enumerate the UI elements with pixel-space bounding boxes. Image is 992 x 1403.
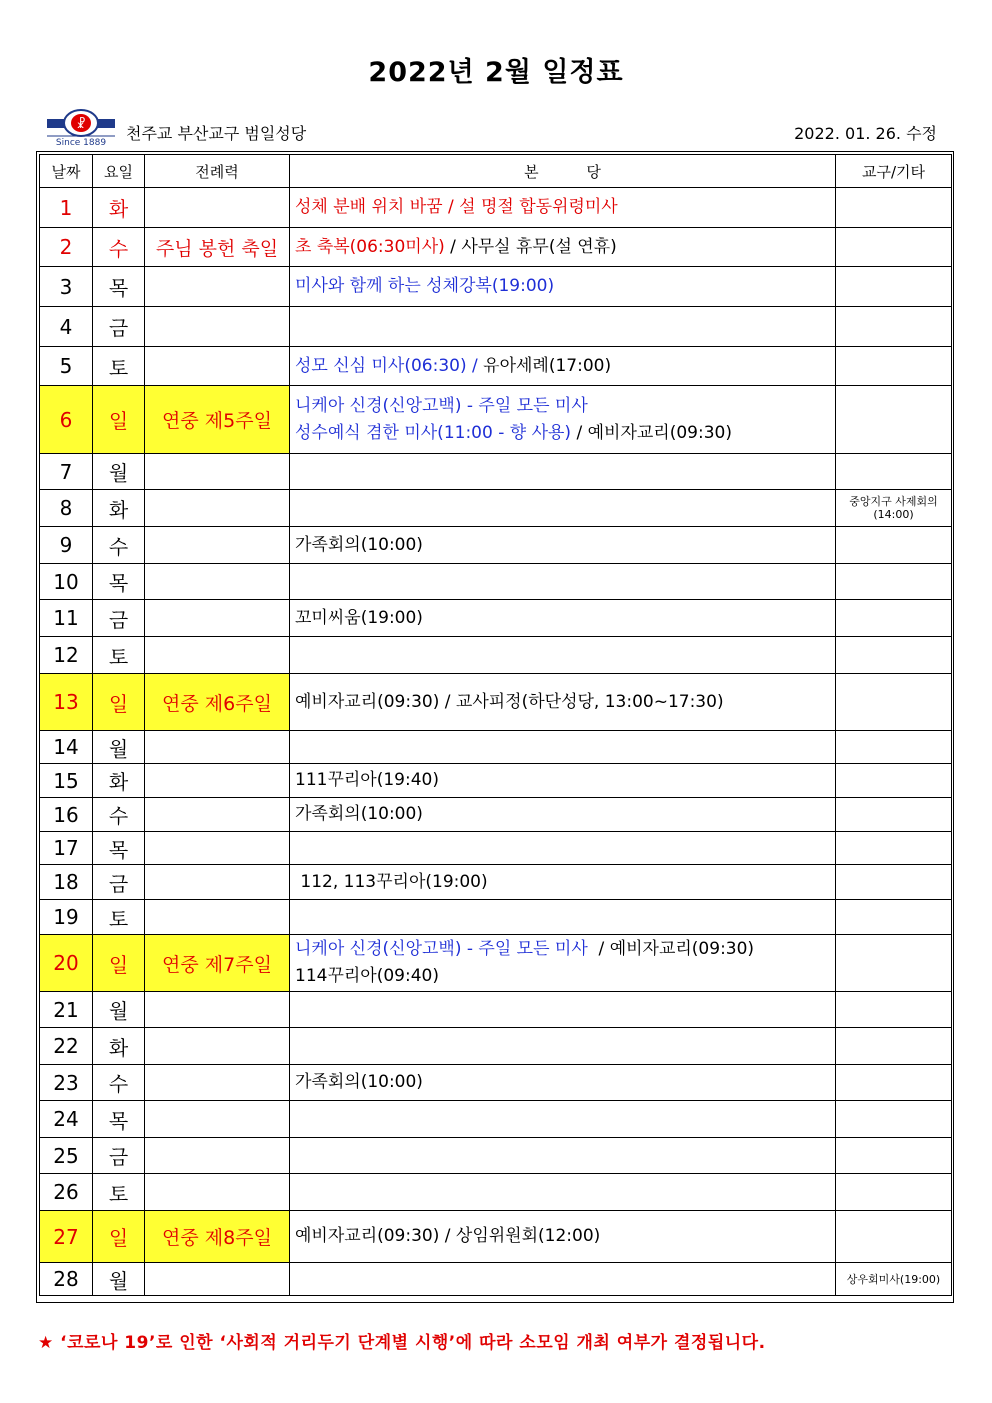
weekday-cell: 금 (93, 865, 145, 900)
diocese-cell (836, 267, 952, 307)
liturgy-cell (145, 490, 290, 527)
weekday-cell: 월 (93, 454, 145, 490)
weekday-cell: 월 (93, 731, 145, 764)
date-cell: 5 (40, 347, 93, 386)
table-row (40, 832, 952, 865)
liturgy-cell (145, 637, 290, 674)
logo-caption: Since 1889 (55, 138, 107, 146)
diocese-cell (836, 307, 952, 347)
table-row (40, 564, 952, 600)
weekday-cell: 수 (93, 798, 145, 832)
parish-event-cell (290, 1174, 836, 1211)
parish-event-cell (290, 865, 836, 900)
parish-event-cell (290, 900, 836, 935)
diocese-cell: 중앙지구 사제회의 (14:00) (836, 490, 952, 527)
weekday-cell: 일 (93, 674, 145, 731)
date-cell: 13 (40, 674, 93, 731)
date-cell: 24 (40, 1101, 93, 1138)
parish-event-cell (290, 1101, 836, 1138)
parish-event-cell (290, 1065, 836, 1101)
liturgy-cell (145, 764, 290, 798)
diocese-cell (836, 564, 952, 600)
weekday-cell: 금 (93, 307, 145, 347)
diocese-cell (836, 188, 952, 228)
diocese-cell (836, 1211, 952, 1263)
parish-event-cell (290, 674, 836, 731)
date-cell: 2 (40, 228, 93, 267)
event-text: 꼬미씨움(19:00) (295, 607, 423, 628)
event-text: 114꾸리아(09:40) (295, 966, 439, 986)
table-row (40, 935, 952, 992)
weekday-cell: 화 (93, 764, 145, 798)
diocese-cell (836, 600, 952, 637)
col-header-parish: 본 당 (290, 155, 836, 188)
event-line (295, 194, 835, 221)
diocese-cell (836, 1101, 952, 1138)
event-line (295, 1069, 835, 1096)
parish-event-cell (290, 1211, 836, 1263)
liturgy-cell (145, 600, 290, 637)
event-text: 성체 분배 위치 바꿈 / 설 명절 합동위령미사 (295, 197, 618, 217)
liturgy-cell: 연중 제6주일 (145, 674, 290, 731)
diocese-cell (836, 832, 952, 865)
weekday-cell: 화 (93, 490, 145, 527)
table-row (40, 865, 952, 900)
parish-event-cell (290, 386, 836, 454)
table-row (40, 188, 952, 228)
event-text: 유아세례(17:00) (483, 355, 612, 376)
parish-event-cell (290, 637, 836, 674)
event-line (295, 234, 835, 261)
weekday-cell: 토 (93, 637, 145, 674)
date-cell: 28 (40, 1263, 93, 1296)
parish-event-cell (290, 935, 836, 992)
event-line (295, 532, 835, 559)
liturgy-cell: 연중 제5주일 (145, 386, 290, 454)
diocese-cell (836, 900, 952, 935)
table-row (40, 1174, 952, 1211)
event-text: 112, 113꾸리아(19:00) (295, 871, 488, 892)
date-cell: 19 (40, 900, 93, 935)
weekday-cell: 목 (93, 564, 145, 600)
event-line (295, 420, 835, 447)
parish-event-cell (290, 188, 836, 228)
table-row (40, 307, 952, 347)
parish-name: 천주교 부산교구 범일성당 (126, 124, 307, 143)
date-cell: 3 (40, 267, 93, 307)
diocese-cell (836, 731, 952, 764)
diocese-cell (836, 637, 952, 674)
liturgy-cell (145, 347, 290, 386)
event-text: 성모 신심 미사(06:30) / (295, 355, 484, 376)
svg-text:☧: ☧ (76, 117, 86, 131)
table-row (40, 600, 952, 637)
diocese-cell (836, 386, 952, 454)
event-text: 111꾸리아(19:40) (295, 770, 439, 790)
schedule-table (39, 154, 952, 1296)
diocese-cell: 상우회미사(19:00) (836, 1263, 952, 1296)
diocese-cell (836, 1138, 952, 1174)
parish-event-cell (290, 1263, 836, 1296)
weekday-cell: 수 (93, 1065, 145, 1101)
diocese-cell (836, 865, 952, 900)
table-row (40, 674, 952, 731)
weekday-cell: 금 (93, 1138, 145, 1174)
diocese-cell (836, 764, 952, 798)
liturgy-cell (145, 1028, 290, 1065)
date-cell: 7 (40, 454, 93, 490)
parish-event-cell (290, 731, 836, 764)
event-line (295, 353, 835, 380)
liturgy-cell (145, 900, 290, 935)
liturgy-cell (145, 1065, 290, 1101)
table-row (40, 454, 952, 490)
weekday-cell: 월 (93, 992, 145, 1028)
col-header-liturgy: 전례력 (145, 155, 290, 188)
table-row (40, 637, 952, 674)
date-cell: 10 (40, 564, 93, 600)
weekday-cell: 화 (93, 188, 145, 228)
parish-event-cell (290, 564, 836, 600)
liturgy-cell (145, 992, 290, 1028)
col-header-diocese: 교구/기타 (836, 155, 952, 188)
parish-event-cell (290, 764, 836, 798)
parish-event-cell (290, 600, 836, 637)
weekday-cell: 금 (93, 600, 145, 637)
weekday-cell: 일 (93, 1211, 145, 1263)
event-line (295, 1223, 835, 1250)
weekday-cell: 수 (93, 228, 145, 267)
page-title: 2022년 2월 일정표 (368, 57, 624, 88)
date-cell: 27 (40, 1211, 93, 1263)
event-text: 미사와 함께 하는 성체강복(19:00) (295, 276, 555, 296)
diocese-cell (836, 454, 952, 490)
liturgy-cell (145, 1263, 290, 1296)
parish-event-cell (290, 992, 836, 1028)
date-cell: 21 (40, 992, 93, 1028)
event-line (295, 936, 835, 963)
date-cell: 16 (40, 798, 93, 832)
diocese-cell (836, 527, 952, 564)
liturgy-cell (145, 188, 290, 228)
liturgy-cell (145, 832, 290, 865)
event-line (295, 273, 835, 300)
diocese-cell (836, 1174, 952, 1211)
liturgy-cell: 주님 봉헌 축일 (145, 228, 290, 267)
weekday-cell: 토 (93, 900, 145, 935)
table-row (40, 386, 952, 454)
liturgy-cell (145, 527, 290, 564)
parish-logo (45, 108, 117, 146)
date-cell: 14 (40, 731, 93, 764)
col-header-weekday: 요일 (93, 155, 145, 188)
date-cell: 11 (40, 600, 93, 637)
date-cell: 9 (40, 527, 93, 564)
header-row (40, 155, 952, 188)
event-line (295, 393, 835, 420)
liturgy-cell (145, 307, 290, 347)
date-cell: 4 (40, 307, 93, 347)
diocese-cell (836, 347, 952, 386)
table-row (40, 731, 952, 764)
table-row (40, 1138, 952, 1174)
liturgy-cell (145, 1101, 290, 1138)
weekday-cell: 목 (93, 1101, 145, 1138)
table-row (40, 490, 952, 527)
date-cell: 8 (40, 490, 93, 527)
event-text: 초 축복(06:30미사) (295, 236, 445, 257)
event-line (295, 689, 835, 716)
liturgy-cell (145, 267, 290, 307)
liturgy-cell: 연중 제7주일 (145, 935, 290, 992)
event-text: 성수예식 겸한 미사(11:00 - 향 사용) (295, 422, 572, 443)
weekday-cell: 목 (93, 267, 145, 307)
weekday-cell: 월 (93, 1263, 145, 1296)
date-cell: 22 (40, 1028, 93, 1065)
diocese-cell (836, 798, 952, 832)
liturgy-cell (145, 454, 290, 490)
diocese-cell (836, 674, 952, 731)
parish-event-cell (290, 228, 836, 267)
date-cell: 17 (40, 832, 93, 865)
diocese-cell (836, 992, 952, 1028)
parish-event-cell (290, 267, 836, 307)
event-line (295, 767, 835, 794)
col-header-date: 날짜 (40, 155, 93, 188)
revision-date: 2022. 01. 26. 수정 (794, 124, 937, 143)
table-row (40, 900, 952, 935)
parish-event-cell (290, 527, 836, 564)
table-row (40, 992, 952, 1028)
event-line (295, 963, 835, 990)
event-line (295, 869, 835, 896)
parish-event-cell (290, 832, 836, 865)
event-text: 예비자교리(09:30) / 교사피정(하단성당, 13:00~17:30) (295, 691, 724, 712)
date-cell: 26 (40, 1174, 93, 1211)
liturgy-cell (145, 1174, 290, 1211)
date-cell: 25 (40, 1138, 93, 1174)
table-row (40, 764, 952, 798)
table-row (40, 1101, 952, 1138)
parish-event-cell (290, 798, 836, 832)
event-text: / 사무실 휴무(설 연휴) (444, 236, 617, 257)
notice-footer: ★ ‘코로나 19’로 인한 ‘사회적 거리두기 단계별 시행’에 따라 소모임 개최 여부가 결정됩니다. (38, 1333, 766, 1353)
date-cell: 18 (40, 865, 93, 900)
event-text: 가족회의(10:00) (295, 1072, 423, 1092)
table-row (40, 1211, 952, 1263)
table-row (40, 1065, 952, 1101)
liturgy-cell: 연중 제8주일 (145, 1211, 290, 1263)
table-row (40, 1263, 952, 1296)
event-line (295, 801, 835, 828)
date-cell: 12 (40, 637, 93, 674)
parish-event-cell (290, 454, 836, 490)
liturgy-cell (145, 798, 290, 832)
date-cell: 23 (40, 1065, 93, 1101)
weekday-cell: 일 (93, 935, 145, 992)
event-text: / 예비자교리(09:30) (587, 939, 755, 959)
weekday-cell: 화 (93, 1028, 145, 1065)
table-row (40, 347, 952, 386)
parish-event-cell (290, 347, 836, 386)
table-row (40, 228, 952, 267)
event-text: 니케아 신경(신앙고백) - 주일 모든 미사 (295, 395, 588, 416)
table-row (40, 1028, 952, 1065)
weekday-cell: 토 (93, 1174, 145, 1211)
liturgy-cell (145, 564, 290, 600)
table-row (40, 267, 952, 307)
event-line (295, 605, 835, 632)
weekday-cell: 목 (93, 832, 145, 865)
event-text: 가족회의(10:00) (295, 534, 423, 555)
event-text: 가족회의(10:00) (295, 804, 423, 824)
diocese-cell (836, 1065, 952, 1101)
parish-event-cell (290, 1028, 836, 1065)
weekday-cell: 수 (93, 527, 145, 564)
table-row (40, 798, 952, 832)
parish-event-cell (290, 490, 836, 527)
liturgy-cell (145, 731, 290, 764)
diocese-cell (836, 935, 952, 992)
diocese-cell (836, 1028, 952, 1065)
diocese-cell (836, 228, 952, 267)
weekday-cell: 일 (93, 386, 145, 454)
event-text: 예비자교리(09:30) / 상임위원회(12:00) (295, 1226, 601, 1246)
weekday-cell: 토 (93, 347, 145, 386)
date-cell: 15 (40, 764, 93, 798)
liturgy-cell (145, 865, 290, 900)
event-text: / 예비자교리(09:30) (571, 422, 732, 443)
date-cell: 20 (40, 935, 93, 992)
date-cell: 1 (40, 188, 93, 228)
date-cell: 6 (40, 386, 93, 454)
table-row (40, 527, 952, 564)
event-text: 니케아 신경(신앙고백) - 주일 모든 미사 (295, 939, 588, 959)
parish-event-cell (290, 1138, 836, 1174)
liturgy-cell (145, 1138, 290, 1174)
parish-event-cell (290, 307, 836, 347)
